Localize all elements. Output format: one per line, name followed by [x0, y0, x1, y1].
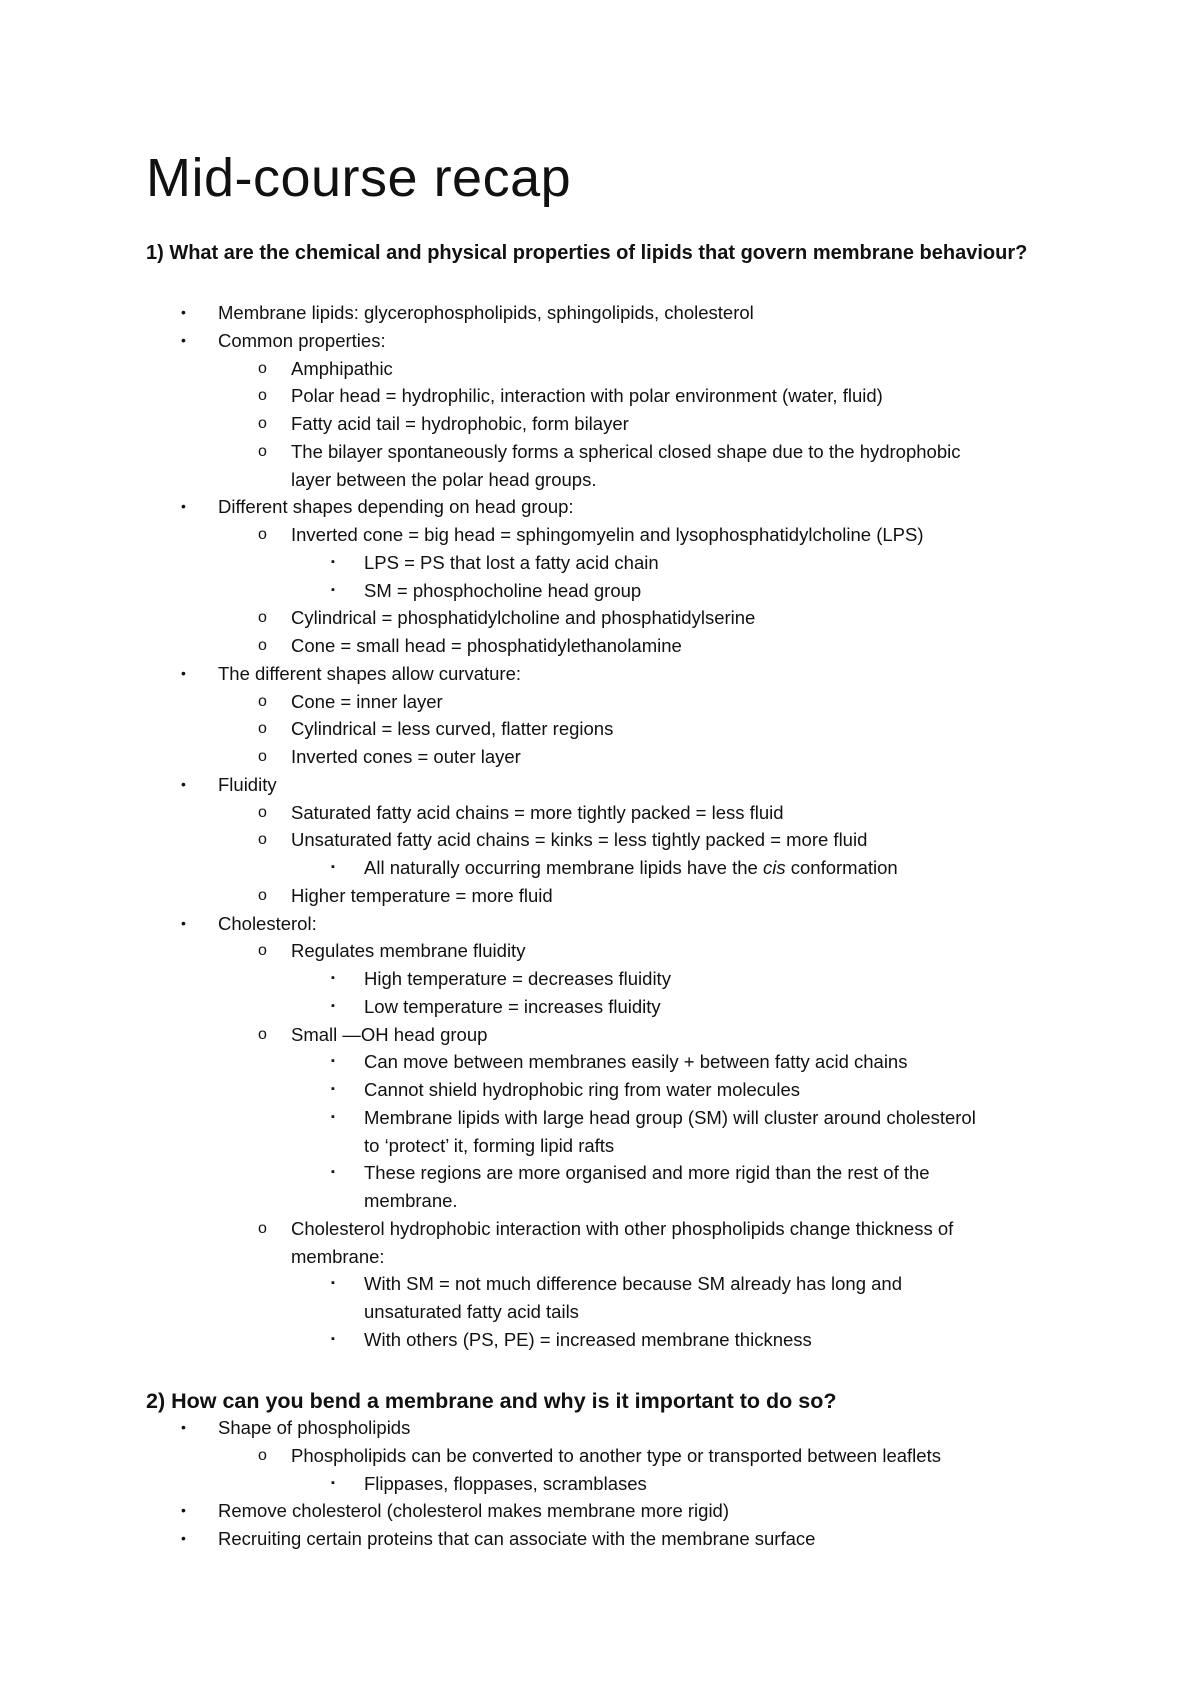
bullet-icon: •	[181, 1419, 186, 1435]
list-item	[258, 826, 868, 854]
question-2-heading: 2) How can you bend a membrane and why is it important to do so?	[146, 1389, 837, 1413]
list-item-text: Low temperature = increases fluidity	[364, 995, 661, 1017]
bullet-icon: ▪	[331, 1110, 335, 1123]
list-item-text: SM = phosphocholine head group	[364, 579, 642, 601]
list-item-text: Shape of phospholipids	[218, 1417, 411, 1438]
list-item-text: Cannot shield hydrophobic ring from water molecules	[364, 1079, 800, 1100]
list-item	[331, 1270, 902, 1298]
list-item	[258, 688, 443, 716]
list-item-text: Membrane lipids with large head group (SM) will cluster around cholesterol	[364, 1106, 976, 1128]
list-item-text: layer between the polar head groups.	[291, 468, 597, 490]
list-item	[181, 327, 386, 355]
list-item	[181, 1414, 411, 1442]
bullet-icon: o	[258, 415, 267, 432]
list-item-text: Cylindrical = phosphatidylcholine and phosphatidylserine	[291, 607, 756, 629]
italic-term: cis	[762, 857, 786, 878]
list-item-continuation	[291, 466, 596, 494]
list-item	[181, 299, 754, 327]
bullet-icon: o	[258, 748, 267, 765]
list-item	[258, 382, 883, 410]
list-item	[331, 854, 898, 882]
bullet-icon: •	[181, 498, 186, 515]
list-item	[258, 1021, 488, 1049]
list-item-text: High temperature = decreases fluidity	[364, 968, 671, 989]
list-item-text: Fluidity	[218, 773, 277, 795]
list-item-text: Remove cholesterol (cholesterol makes membrane more rigid)	[218, 1500, 729, 1522]
list-item	[258, 882, 553, 910]
list-item-text: Flippases, floppases, scramblases	[364, 1472, 647, 1494]
list-item	[258, 799, 784, 827]
list-item	[331, 1048, 908, 1076]
list-item-text: All naturally occurring membrane lipids have the	[364, 857, 763, 878]
list-item-text: Polar head = hydrophilic, interaction with polar environment (water, fluid)	[291, 385, 883, 407]
bullet-icon: o	[258, 1025, 267, 1043]
list-item-continuation	[291, 1243, 385, 1271]
bullet-icon: •	[181, 664, 186, 681]
bullet-icon: o	[258, 720, 267, 738]
list-item	[258, 743, 521, 771]
question-1-heading: 1) What are the chemical and physical properties of lipids that govern membrane behaviour?	[146, 242, 1028, 264]
list-item-text: membrane:	[291, 1245, 385, 1267]
bullet-icon: o	[258, 803, 267, 821]
bullet-icon: ▪	[331, 583, 335, 596]
bullet-icon: •	[181, 914, 186, 931]
list-item	[258, 1215, 954, 1243]
list-item-text: The different shapes allow curvature:	[218, 662, 522, 684]
list-item-text: Recruiting certain proteins that can associate with the membrane surface	[218, 1528, 816, 1549]
bullet-icon: •	[181, 1530, 186, 1546]
bullet-icon: o	[258, 359, 267, 377]
list-item	[258, 410, 629, 438]
bullet-icon: ▪	[331, 1083, 335, 1095]
list-item-text: Cone = small head = phosphatidylethanolamine	[291, 635, 682, 656]
list-item-text: membrane.	[364, 1190, 458, 1211]
list-item-text: Saturated fatty acid chains = more tightly packed = less fluid	[291, 801, 784, 823]
list-item-text: The bilayer spontaneously forms a spherical closed shape due to the hydrophobic	[291, 440, 961, 462]
list-item	[331, 1470, 647, 1498]
list-item-text: Cholesterol:	[218, 912, 317, 934]
list-item-text: unsaturated fatty acid tails	[364, 1301, 579, 1322]
list-item	[258, 604, 756, 632]
bullet-icon: o	[258, 1446, 267, 1464]
bullet-icon: ▪	[331, 972, 335, 984]
bullet-icon: •	[181, 775, 186, 792]
bullet-icon: ▪	[331, 1332, 335, 1345]
bullet-icon: ▪	[331, 861, 335, 873]
bullet-icon: ▪	[331, 999, 335, 1012]
list-item-text: Can move between membranes easily + between fatty acid chains	[364, 1051, 908, 1073]
list-item-text: Cholesterol hydrophobic interaction with other phospholipids change thickness of	[291, 1217, 954, 1239]
list-item	[258, 937, 526, 965]
list-item	[258, 715, 614, 743]
list-item-text: Phospholipids can be converted to another type or transported between leaflets	[291, 1444, 941, 1466]
list-item	[181, 1525, 816, 1553]
list-item	[181, 771, 277, 799]
list-item	[258, 355, 393, 383]
list-item-text: Fatty acid tail = hydrophobic, form bilayer	[291, 413, 629, 434]
list-item-text: Small —OH head group	[291, 1023, 488, 1045]
bullet-icon: •	[181, 1502, 186, 1519]
list-item-text: Higher temperature = more fluid	[291, 884, 553, 906]
list-item-text: With others (PS, PE) = increased membrane thickness	[364, 1328, 812, 1350]
bullet-icon: o	[258, 942, 267, 960]
list-item	[181, 660, 522, 688]
list-item-text: These regions are more organised and more rigid than the rest of the	[364, 1162, 930, 1184]
list-item	[331, 549, 659, 577]
bullet-icon: o	[258, 1219, 267, 1237]
bullet-icon: o	[258, 609, 267, 627]
bullet-icon: o	[258, 637, 267, 654]
list-item-continuation	[364, 1298, 579, 1326]
list-item-text: With SM = not much difference because SM already has long and	[364, 1273, 902, 1295]
list-item	[258, 521, 924, 549]
bullet-icon: •	[181, 304, 186, 320]
list-item-continuation	[364, 1187, 458, 1215]
list-item	[331, 993, 661, 1021]
list-item-text: Inverted cones = outer layer	[291, 746, 521, 767]
bullet-icon: o	[258, 526, 267, 543]
bullet-icon: ▪	[331, 1277, 335, 1290]
list-item-text: Amphipathic	[291, 357, 393, 379]
list-item	[258, 438, 961, 466]
list-item-text: Unsaturated fatty acid chains = kinks = less tightly packed = more fluid	[291, 829, 868, 851]
bullet-icon: o	[258, 387, 267, 405]
bullet-icon: o	[258, 886, 267, 904]
list-item	[331, 1159, 930, 1187]
bullet-icon: ▪	[331, 1055, 335, 1068]
list-item	[331, 1076, 800, 1104]
bullet-icon: •	[181, 331, 186, 348]
list-item-text: Inverted cone = big head = sphingomyelin and lysophosphatidylcholine (LPS)	[291, 524, 924, 545]
bullet-icon: ▪	[331, 555, 335, 568]
list-item	[181, 910, 317, 938]
list-item	[181, 1497, 729, 1525]
bullet-icon: ▪	[331, 1476, 335, 1489]
bullet-icon: o	[258, 442, 267, 460]
list-item	[258, 632, 682, 660]
list-item	[331, 965, 671, 993]
list-item-continuation	[364, 1132, 614, 1160]
page-title: Mid-course recap	[146, 148, 572, 208]
bullet-icon: o	[258, 831, 267, 849]
list-item-text: Common properties:	[218, 329, 386, 351]
list-item-text: Cone = inner layer	[291, 690, 443, 712]
list-item-text: Different shapes depending on head group:	[218, 496, 574, 518]
list-item-text: Membrane lipids: glycerophospholipids, sphingolipids, cholesterol	[218, 302, 754, 323]
list-item-text: to ‘protect’ it, forming lipid rafts	[364, 1134, 615, 1156]
list-item	[331, 577, 642, 605]
list-item-text-after: conformation	[785, 857, 898, 878]
list-item-text: LPS = PS that lost a fatty acid chain	[364, 551, 659, 573]
list-item	[331, 1326, 812, 1354]
bullet-icon: ▪	[331, 1166, 335, 1179]
list-item	[258, 1442, 941, 1470]
list-item-text: Regulates membrane fluidity	[291, 940, 526, 962]
list-item-text: Cylindrical = less curved, flatter regions	[291, 718, 614, 740]
bullet-icon: o	[258, 692, 267, 710]
list-item	[331, 1104, 976, 1132]
list-item	[181, 493, 574, 521]
